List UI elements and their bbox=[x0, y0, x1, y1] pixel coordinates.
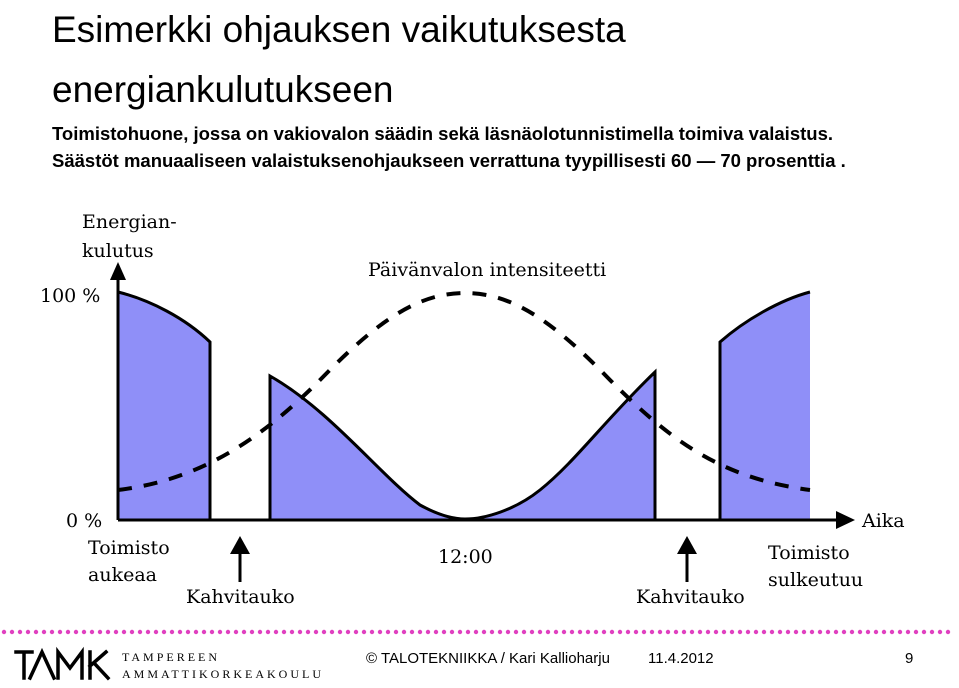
footer-dot bbox=[674, 630, 678, 634]
footer-dot bbox=[66, 630, 70, 634]
energy-outlines bbox=[118, 292, 810, 520]
footer-dot bbox=[490, 630, 494, 634]
footer-dot bbox=[618, 630, 622, 634]
footer-dot bbox=[530, 630, 534, 634]
footer-page-number: 9 bbox=[905, 650, 914, 667]
footer-dot bbox=[634, 630, 638, 634]
footer-dot bbox=[826, 630, 830, 634]
footer-dot bbox=[2, 630, 6, 634]
footer-dot bbox=[482, 630, 486, 634]
footer-copyright: © TALOTEKNIIKKA / Kari Kallioharju bbox=[366, 650, 610, 667]
footer-dot bbox=[786, 630, 790, 634]
coffee-break-label-2: Kahvitauko bbox=[636, 586, 745, 608]
y-min-label: 0 % bbox=[66, 510, 103, 532]
y-axis-arrow bbox=[110, 262, 126, 280]
footer-dot bbox=[738, 630, 742, 634]
footer-dot bbox=[146, 630, 150, 634]
footer-dot bbox=[594, 630, 598, 634]
footer-dot bbox=[82, 630, 86, 634]
footer-dot bbox=[386, 630, 390, 634]
footer-dot bbox=[162, 630, 166, 634]
footer-dot bbox=[570, 630, 574, 634]
footer-dot bbox=[650, 630, 654, 634]
footer-dot bbox=[658, 630, 662, 634]
footer-dot bbox=[706, 630, 710, 634]
footer-dot bbox=[722, 630, 726, 634]
footer-dot bbox=[730, 630, 734, 634]
footer-dot bbox=[218, 630, 222, 634]
footer-dot bbox=[154, 630, 158, 634]
footer-dot bbox=[186, 630, 190, 634]
footer-dot bbox=[122, 630, 126, 634]
footer-dot bbox=[178, 630, 182, 634]
footer-dot bbox=[234, 630, 238, 634]
footer-dot bbox=[330, 630, 334, 634]
y-max-label: 100 % bbox=[40, 285, 101, 307]
footer-dotted-line bbox=[0, 628, 959, 636]
footer-dot bbox=[242, 630, 246, 634]
footer-dot bbox=[914, 630, 918, 634]
footer-dot bbox=[762, 630, 766, 634]
footer-dot bbox=[898, 630, 902, 634]
footer-dot bbox=[682, 630, 686, 634]
footer-dot bbox=[202, 630, 206, 634]
footer-dot bbox=[858, 630, 862, 634]
footer-dot bbox=[370, 630, 374, 634]
footer-dot bbox=[522, 630, 526, 634]
footer-dot bbox=[130, 630, 134, 634]
footer-dot bbox=[194, 630, 198, 634]
footer-dot bbox=[834, 630, 838, 634]
footer-dot bbox=[890, 630, 894, 634]
footer-dot bbox=[306, 630, 310, 634]
footer-dot bbox=[586, 630, 590, 634]
footer-dot bbox=[10, 630, 14, 634]
footer-dot bbox=[578, 630, 582, 634]
footer-dot bbox=[450, 630, 454, 634]
footer-dot bbox=[362, 630, 366, 634]
energy-fill-midday bbox=[270, 372, 655, 520]
footer-dot bbox=[690, 630, 694, 634]
footer-dot bbox=[402, 630, 406, 634]
footer-dot bbox=[666, 630, 670, 634]
slide-title-line-1: Esimerkki ohjauksen vaikutuksesta bbox=[52, 9, 626, 50]
footer-dot bbox=[818, 630, 822, 634]
footer-dot bbox=[50, 630, 54, 634]
coffee-break-arrow-1-head bbox=[230, 536, 250, 554]
footer-dot bbox=[474, 630, 478, 634]
footer-dot bbox=[506, 630, 510, 634]
energy-fill-morning bbox=[118, 292, 210, 520]
footer-dot bbox=[266, 630, 270, 634]
footer-dot bbox=[298, 630, 302, 634]
office-opens-label-line-1: Toimisto bbox=[88, 537, 170, 559]
noon-label: 12:00 bbox=[438, 546, 493, 568]
footer-dot bbox=[426, 630, 430, 634]
footer-dot bbox=[106, 630, 110, 634]
footer-dot bbox=[946, 630, 950, 634]
logo-text-tampereen: TAMPEREEN bbox=[122, 650, 221, 664]
footer-dot bbox=[602, 630, 606, 634]
footer-dot bbox=[434, 630, 438, 634]
footer-dot bbox=[354, 630, 358, 634]
x-axis-arrow bbox=[836, 511, 855, 529]
tamk-logo bbox=[14, 646, 324, 682]
footer-dot bbox=[930, 630, 934, 634]
footer-dot bbox=[778, 630, 782, 634]
footer-dot bbox=[850, 630, 854, 634]
footer-dot bbox=[226, 630, 230, 634]
footer-dot bbox=[322, 630, 326, 634]
slide-title-line-2: energiankulutukseen bbox=[52, 69, 394, 110]
footer-dot bbox=[338, 630, 342, 634]
footer-dot bbox=[554, 630, 558, 634]
footer-dot bbox=[514, 630, 518, 634]
footer-dot bbox=[938, 630, 942, 634]
office-closes-label-line-2: sulkeutuu bbox=[768, 569, 864, 591]
footer-dot bbox=[74, 630, 78, 634]
footer-dot bbox=[698, 630, 702, 634]
coffee-break-arrow-2-head bbox=[677, 536, 697, 554]
footer-dot bbox=[114, 630, 118, 634]
footer-dot bbox=[546, 630, 550, 634]
footer-dot bbox=[346, 630, 350, 634]
footer-dot bbox=[250, 630, 254, 634]
footer-dot bbox=[610, 630, 614, 634]
footer-dot bbox=[538, 630, 542, 634]
footer-dot bbox=[410, 630, 414, 634]
footer-dot bbox=[746, 630, 750, 634]
footer-dot bbox=[34, 630, 38, 634]
footer-dot bbox=[138, 630, 142, 634]
footer-dot bbox=[754, 630, 758, 634]
daylight-intensity-curve bbox=[118, 293, 810, 490]
footer-dot bbox=[290, 630, 294, 634]
footer-dot bbox=[906, 630, 910, 634]
footer-dot bbox=[26, 630, 30, 634]
footer-dot bbox=[170, 630, 174, 634]
tamk-logo-mark bbox=[16, 652, 108, 678]
footer-date: 11.4.2012 bbox=[648, 650, 714, 667]
footer-dot bbox=[922, 630, 926, 634]
logo-text-ammattikorkeakoulu: AMMATTIKORKEAKOULU bbox=[122, 667, 324, 681]
footer-dot bbox=[874, 630, 878, 634]
subtitle-line-2: Säästöt manuaaliseen valaistuksenohjaukseen verrattuna tyypillisesti 60 — 70 prosenttia . bbox=[52, 150, 846, 171]
footer-dot bbox=[98, 630, 102, 634]
daylight-curve-label: Päivänvalon intensiteetti bbox=[368, 259, 607, 281]
footer-dot bbox=[258, 630, 262, 634]
footer-dot bbox=[58, 630, 62, 634]
y-axis-label-line-1: Energian- bbox=[82, 211, 177, 233]
footer-dot bbox=[314, 630, 318, 634]
footer-dot bbox=[458, 630, 462, 634]
footer-dot bbox=[466, 630, 470, 634]
footer-dot bbox=[794, 630, 798, 634]
footer-dot bbox=[562, 630, 566, 634]
office-opens-label-line-2: aukeaa bbox=[88, 564, 157, 586]
footer-dot bbox=[626, 630, 630, 634]
footer-dot bbox=[442, 630, 446, 634]
footer-dot bbox=[18, 630, 22, 634]
footer-dot bbox=[90, 630, 94, 634]
footer-dot bbox=[210, 630, 214, 634]
footer-dot bbox=[770, 630, 774, 634]
x-axis-label: Aika bbox=[862, 510, 905, 532]
footer-dot bbox=[394, 630, 398, 634]
footer-dot bbox=[642, 630, 646, 634]
footer-dot bbox=[802, 630, 806, 634]
energy-fill-regions bbox=[118, 292, 810, 520]
footer-dot bbox=[378, 630, 382, 634]
footer-dot bbox=[882, 630, 886, 634]
y-axis-label-line-2: kulutus bbox=[82, 240, 154, 262]
office-closes-label-line-1: Toimisto bbox=[768, 542, 850, 564]
footer-dot bbox=[42, 630, 46, 634]
energy-fill-evening bbox=[720, 292, 810, 520]
subtitle-line-1: Toimistohuone, jossa on vakiovalon säädin sekä läsnäolotunnistimella toimiva valaistus. bbox=[52, 123, 833, 144]
footer-dot bbox=[418, 630, 422, 634]
footer-dot bbox=[274, 630, 278, 634]
footer-dot bbox=[282, 630, 286, 634]
footer-dot bbox=[810, 630, 814, 634]
footer-dot bbox=[498, 630, 502, 634]
footer-dot bbox=[714, 630, 718, 634]
footer-dot bbox=[842, 630, 846, 634]
footer-dot bbox=[866, 630, 870, 634]
coffee-break-label-1: Kahvitauko bbox=[186, 586, 295, 608]
